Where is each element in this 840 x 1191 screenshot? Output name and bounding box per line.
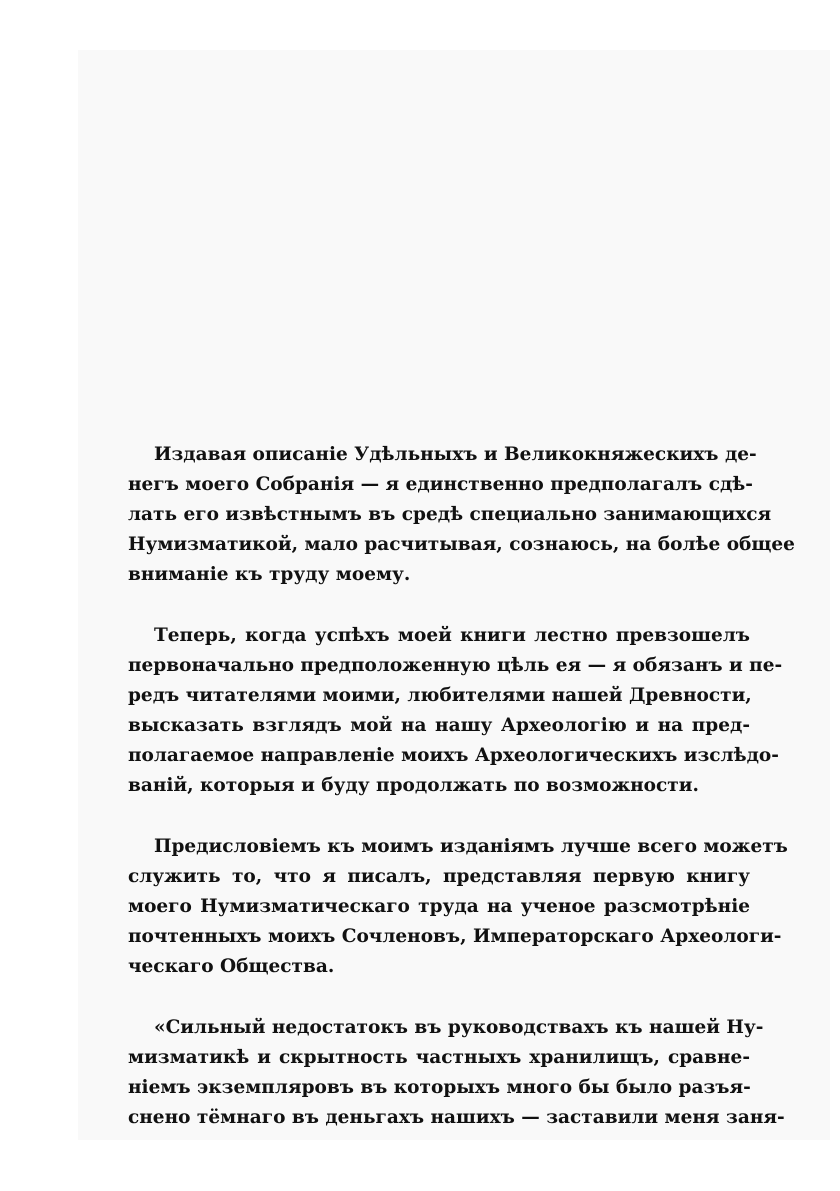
- text-line: редъ читателями моими, любителями нашей Древности,: [128, 685, 752, 706]
- text-line: первоначально предположенную цѣль ея — я обязанъ и пе-: [128, 655, 783, 676]
- text-line: высказать взглядъ мой на нашу Археологію и на пред-: [128, 715, 750, 736]
- text-line: полагаемое направленіе моихъ Археологическихъ изслѣдо-: [128, 745, 779, 766]
- text-line: ніемъ экземпляровъ въ которыхъ много бы было разъя-: [128, 1077, 751, 1098]
- paragraph-1: [128, 440, 795, 590]
- text-line: лать его извѣстнымъ въ средѣ специально занимающихся: [128, 504, 772, 525]
- text-line: ваній, которыя и буду продолжать по возможности.: [128, 775, 699, 796]
- text-line: моего Нумизматическаго труда на ученое разсмотрѣніе: [128, 896, 750, 917]
- text-line: Предисловіемъ къ моимъ изданіямъ лучше всего можетъ: [154, 836, 788, 857]
- text-line: негъ моего Собранія — я единственно предполагалъ сдѣ-: [128, 474, 753, 495]
- text-line: снено тёмнаго въ деньгахъ нашихъ — заставили меня заня-: [128, 1107, 785, 1128]
- text-line: вниманіе къ труду моему.: [128, 564, 411, 585]
- text-line: служить то, что я писалъ, представляя первую книгу: [128, 866, 750, 887]
- paragraph-3: [128, 832, 788, 982]
- paragraph-4: [128, 1013, 785, 1133]
- text-line: почтенныхъ моихъ Сочленовъ, Императорскаго Археологи-: [128, 926, 782, 947]
- text-line: «Сильный недостатокъ въ руководствахъ къ нашей Ну-: [154, 1017, 764, 1038]
- text-line: Нумизматикой, мало расчитывая, сознаюсь, на болѣе общее: [128, 534, 795, 555]
- text-line: мизматикѣ и скрытность частныхъ хранилищъ, сравне-: [128, 1047, 750, 1068]
- text-line: Теперь, когда успѣхъ моей книги лестно превзошелъ: [154, 625, 750, 646]
- text-line: Издавая описаніе Удѣльныхъ и Великокняжескихъ де-: [154, 444, 757, 465]
- text-line: ческаго Общества.: [128, 956, 335, 977]
- body-text: [128, 440, 795, 1164]
- paragraph-2: [128, 621, 783, 801]
